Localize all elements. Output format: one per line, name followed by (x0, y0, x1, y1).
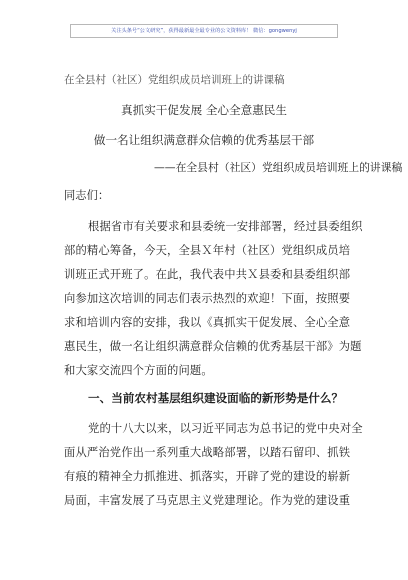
paragraph-1-line: 求和培训内容的安排，我以《真抓实干促发展、全心全意 (64, 316, 351, 329)
paragraph-2-line: 有痕的精神全力抓推进、抓落实，开辟了党的建设的崭新 (64, 470, 351, 483)
promo-banner[interactable]: 关注头条号“公文研究”，获得最新最全最专业的公文资料库！ 微信：gongwenyj (70, 24, 338, 38)
subtitle-line-2: 做一名让组织满意群众信赖的优秀基层干部 (93, 133, 315, 147)
paragraph-1-line: 向参加这次培训的同志们表示热烈的欢迎！下面，按照要 (64, 292, 351, 305)
paragraph-1-line: 惠民生，做一名让组织满意群众信赖的优秀基层干部》为题 (64, 340, 362, 353)
paragraph-1-line: 训班正式开班了。在此，我代表中共Ｘ县委和县委组织部 (64, 268, 351, 281)
paragraph-1-line: 根据省市有关要求和县委统一安排部署，经过县委组织 (88, 220, 363, 233)
paragraph-2-line: 党的十八大以来，以习近平同志为总书记的党中央对全 (88, 422, 363, 435)
paragraph-2-line: 局面，丰富发展了马克思主义党建理论。作为党的建设重 (64, 494, 351, 507)
section-heading-1: 一、当前农村基层组织建设面临的新形势是什么？ (88, 391, 344, 405)
subtitle-line-1: 真抓实干促发展 全心全意惠民生 (121, 103, 287, 117)
paragraph-2-line: 面从严治党作出一系列重大战略部署，以踏石留印、抓铁 (64, 446, 351, 459)
document-title: 在全县村（社区）党组织成员培训班上的讲课稿 (64, 74, 285, 86)
paragraph-1-line: 和大家交流四个方面的问题。 (64, 364, 213, 377)
byline: ——在全县村（社区）党组织成员培训班上的讲课稿 (154, 161, 403, 174)
paragraph-1-line: 部的精心筹备，今天，全县Ｘ年村（社区）党组织成员培 (64, 244, 351, 257)
greeting: 同志们： (64, 189, 110, 202)
